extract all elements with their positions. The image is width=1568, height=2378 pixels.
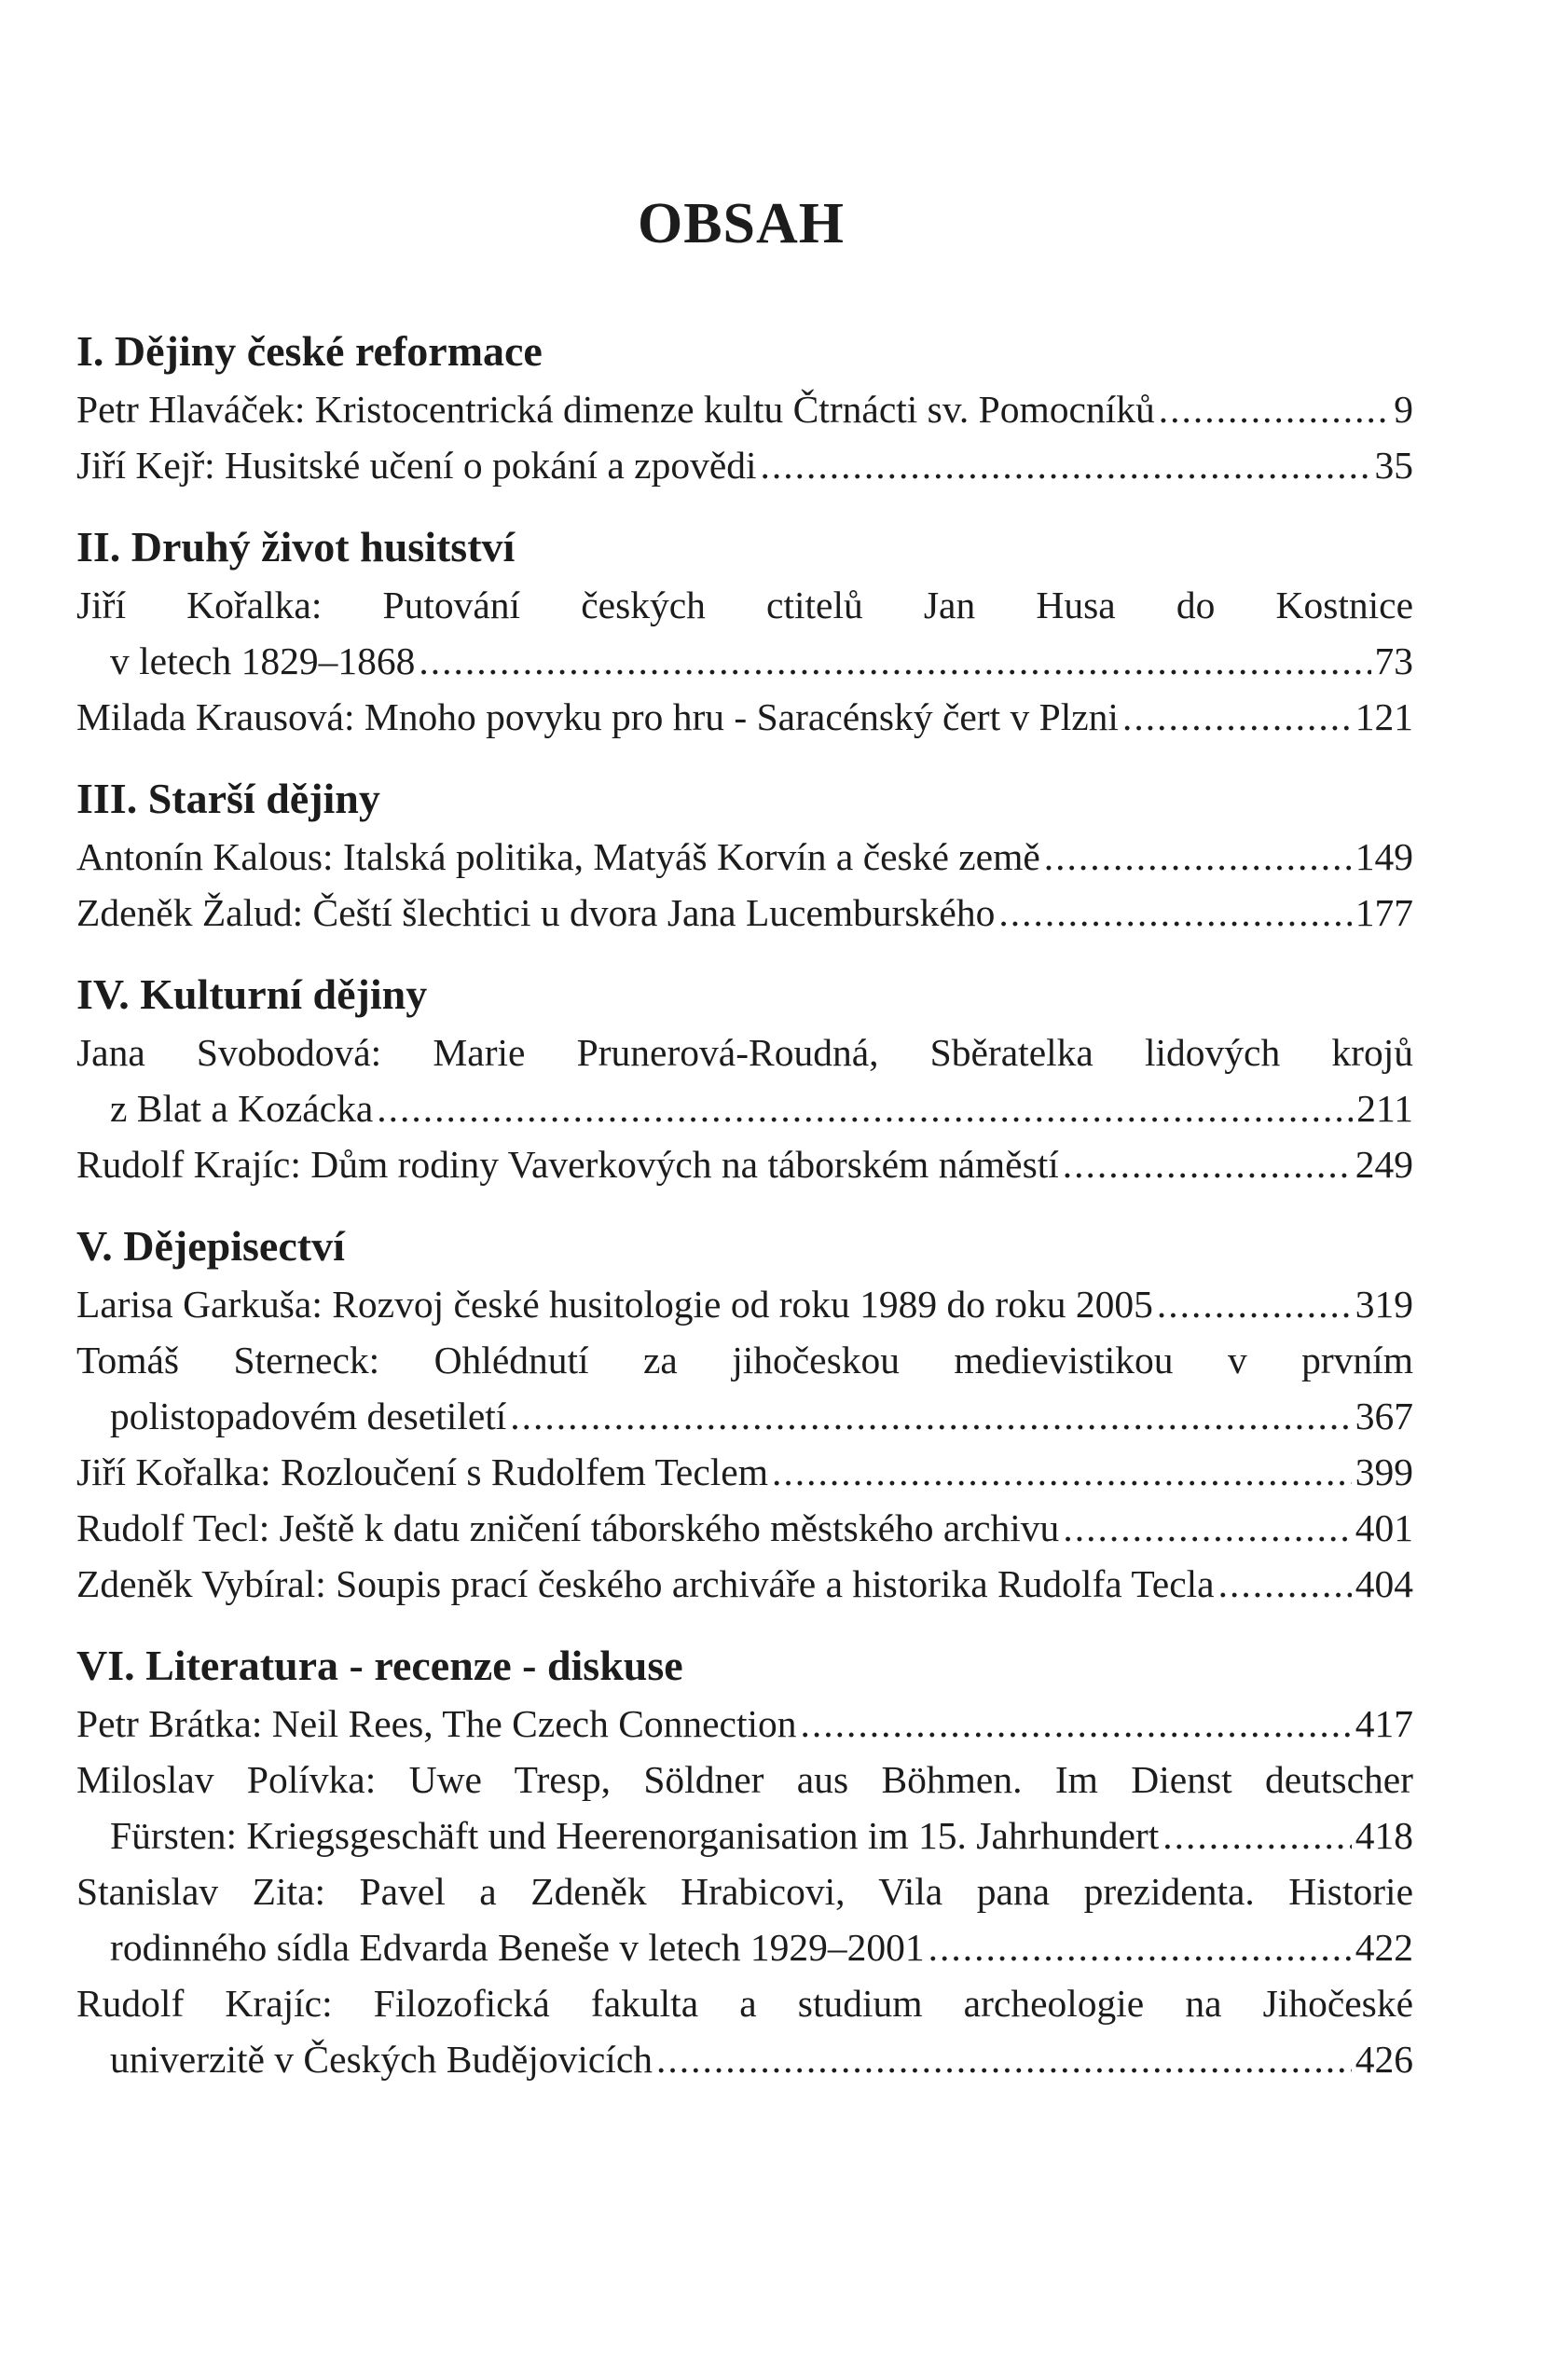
toc-entry-text: Milada Krausová: Mnoho povyku pro hru - Saracénský čert v Plzni [76,695,1119,738]
toc-entry [76,437,1413,493]
toc-entry-row [76,1500,1413,1556]
toc-entry-row [76,689,1413,745]
toc-entry-text: Rudolf Krajíc: Dům rodiny Vaverkových na táborském náměstí [76,1143,1059,1186]
toc-entry [76,1276,1413,1332]
page-number: 367 [1355,1395,1413,1437]
toc-entry [76,1500,1413,1556]
dot-leader [656,2031,1352,2087]
toc-entry [76,829,1413,885]
page-number: 73 [1374,639,1413,682]
dot-leader [772,1444,1352,1500]
toc-entry-row [76,885,1413,941]
toc-entry-text: z Blat a Kozácka [110,1087,374,1130]
toc-entry-text: Petr Brátka: Neil Rees, The Czech Connection [76,1702,797,1745]
dot-leader [761,437,1371,493]
dot-leader [1063,1136,1352,1192]
toc-entry-text: Zdeněk Žalud: Čeští šlechtici u dvora Jana Lucemburského [76,891,996,934]
dot-leader [1159,381,1391,437]
toc-entry-line: Stanislav Zita: Pavel a Zdeněk Hrabicovi, Vila pana prezidenta. Historie [76,1870,1413,1913]
section-heading: III. Starší dějiny [76,775,380,822]
page-number: 35 [1374,444,1413,487]
toc-entry-row [76,1276,1413,1332]
toc-entry-line: Jana Svobodová: Marie Prunerová-Roudná, Sběratelka lidových krojů [76,1031,1413,1074]
toc-entry-line: Tomáš Sterneck: Ohlédnutí za jihočeskou medievistikou v prvním [76,1339,1413,1381]
toc-entry-row [76,1556,1413,1612]
toc-entry-line: Jiří Kořalka: Putování českých ctitelů Jan Husa do Kostnice [76,584,1413,626]
toc-entry-text: Jiří Kejř: Husitské učení o pokání a zpovědi [76,444,757,487]
dot-leader [801,1696,1352,1752]
toc-entry [76,1136,1413,1192]
toc-entry-row [76,381,1413,437]
dot-leader [1162,1808,1352,1863]
section-heading: IV. Kulturní dějiny [76,970,428,1018]
toc-entry [76,1863,1413,1975]
dot-leader [1218,1556,1352,1612]
toc-entry [76,885,1413,941]
page-number: 426 [1355,2038,1413,2081]
section-heading: II. Druhý život husitství [76,523,516,570]
toc-entry-text: Antonín Kalous: Italská politika, Matyáš Korvín a české země [76,835,1040,878]
page-number: 121 [1355,695,1413,738]
toc-entry-text: Petr Hlaváček: Kristocentrická dimenze kultu Čtrnácti sv. Pomocníků [76,388,1155,431]
toc-entry-text: Fürsten: Kriegsgeschäft und Heerenorganisation im 15. Jahrhundert [110,1814,1160,1857]
toc-entry-row [76,829,1413,885]
page-number: 249 [1355,1143,1413,1186]
page-number: 9 [1394,388,1413,431]
toc-entry-row [76,2031,1413,2087]
dot-leader [1063,1500,1351,1556]
section-heading: VI. Literatura - recenze - diskuse [76,1642,683,1689]
toc-entry-row [76,1444,1413,1500]
toc-entry [76,1975,1413,2087]
toc-entry-line: Rudolf Krajíc: Filozofická fakulta a studium archeologie na Jihočeské [76,1982,1413,2025]
toc-entry-text: univerzitě v Českých Budějovicích [110,2038,653,2081]
toc-entry-row [76,1696,1413,1752]
dot-leader [510,1388,1351,1444]
dot-leader [377,1080,1353,1136]
page-title: OBSAH [637,192,846,255]
dot-leader [1157,1276,1352,1332]
page-number: 149 [1355,835,1413,878]
dot-leader [1122,689,1352,745]
toc-entry-row [76,1388,1413,1444]
toc-entry [76,1752,1413,1863]
toc-entry-row [76,437,1413,493]
toc-entry-text: v letech 1829–1868 [110,639,416,682]
toc-entry-text: polistopadovém desetiletí [110,1395,507,1437]
section-heading: V. Dějepisectví [76,1222,345,1270]
page-number: 401 [1355,1506,1413,1549]
toc-entry [76,1444,1413,1500]
page-number: 417 [1355,1702,1413,1745]
toc-entry-text: Jiří Kořalka: Rozloučení s Rudolfem Teclem [76,1450,768,1493]
toc-entry [76,1696,1413,1752]
page-number: 422 [1355,1926,1413,1969]
dot-leader [1044,829,1352,885]
toc-entry [76,1024,1413,1136]
toc-entry-row [76,1919,1413,1975]
page-number: 211 [1356,1087,1413,1130]
toc-entry-row [76,1808,1413,1863]
dot-leader [419,633,1370,689]
table-of-contents [76,322,1413,2087]
dot-leader [998,885,1351,941]
page-number: 319 [1355,1283,1413,1326]
toc-entry-text: Larisa Garkuša: Rozvoj české husitologie od roku 1989 do roku 2005 [76,1283,1153,1326]
toc-entry-text: Zdeněk Vybíral: Soupis prací českého archiváře a historika Rudolfa Tecla [76,1562,1215,1605]
toc-entry-row [76,1080,1413,1136]
page-number: 404 [1355,1562,1413,1605]
toc-entry-row [76,633,1413,689]
toc-entry [76,1332,1413,1444]
toc-entry-text: rodinného sídla Edvarda Beneše v letech 1929–2001 [110,1926,925,1969]
page-number: 399 [1355,1450,1413,1493]
toc-entry [76,689,1413,745]
dot-leader [928,1919,1352,1975]
page-number: 177 [1355,891,1413,934]
toc-entry [76,1556,1413,1612]
toc-entry-row [76,1136,1413,1192]
toc-entry-line: Miloslav Polívka: Uwe Tresp, Söldner aus Böhmen. Im Dienst deutscher [76,1758,1413,1801]
page-number: 418 [1355,1814,1413,1857]
toc-entry [76,381,1413,437]
toc-entry [76,577,1413,689]
section-heading: I. Dějiny české reformace [76,327,543,375]
toc-entry-text: Rudolf Tecl: Ještě k datu zničení táborského městského archivu [76,1506,1060,1549]
